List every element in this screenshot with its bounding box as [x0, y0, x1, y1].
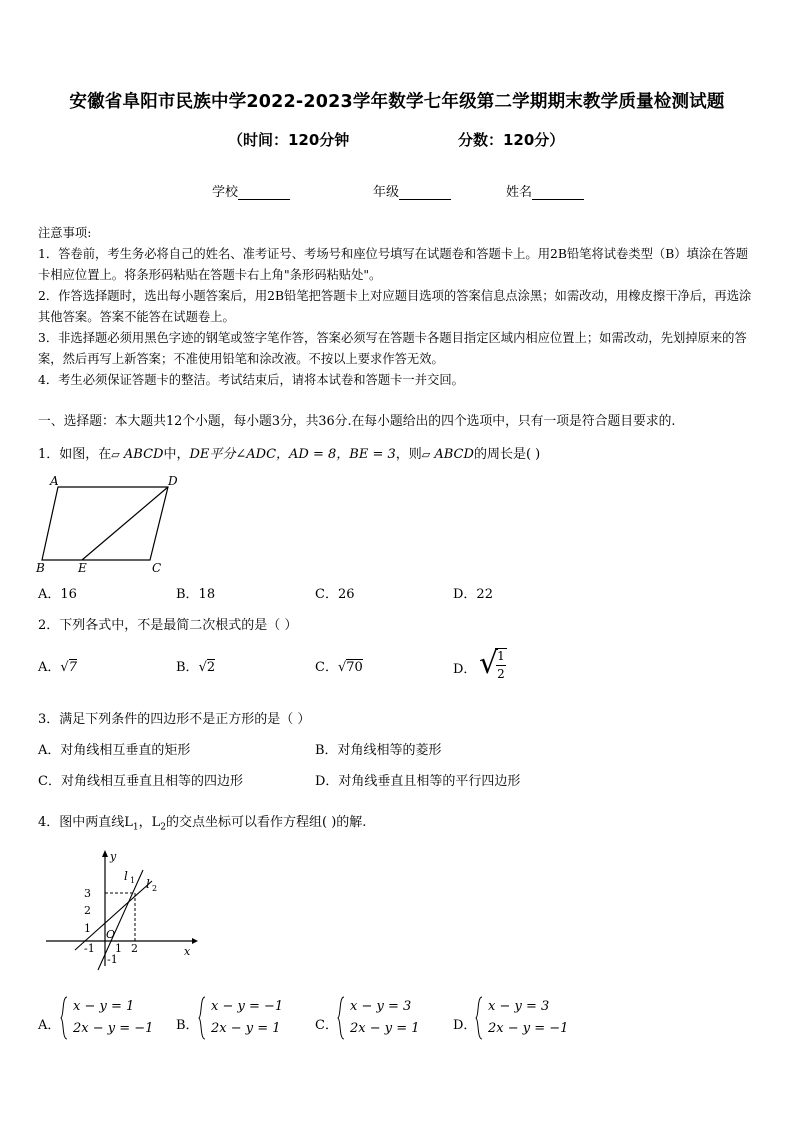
brace-icon — [475, 996, 483, 1040]
question-1 — [38, 443, 540, 462]
option-label: C． — [315, 1018, 338, 1033]
label-a: A — [50, 474, 59, 488]
equation-1: x − y = −1 — [211, 999, 284, 1014]
q1-suffix: 的周长是( ) — [473, 447, 541, 462]
name-blank[interactable] — [532, 186, 584, 200]
parallelogram-shape — [42, 487, 168, 560]
note-item: 2．作答选择题时，选出每小题答案后，用2B铅笔把答题卡上对应题目选项的答案信息点涂黑；如需改动，用橡皮擦干净后，再选涂其他答案。答案不能答在试题卷上。 — [38, 289, 752, 324]
q1-mid: 中， — [163, 447, 190, 462]
parallelogram-icon: ▱ — [421, 448, 431, 461]
note-item: 3．非选择题必须用黑色字迹的钢笔或签字笔作答，答案必须写在答题卡各题目指定区域内相应位置上；如需改动，先划掉原来的答案，然后再写上新答案；不准使用铅笔和涂改液。不按以上要求作答无效。 — [38, 331, 747, 366]
fraction-numerator: 1 — [497, 649, 505, 663]
radicand: 7 — [68, 660, 77, 675]
brace-icon — [198, 996, 206, 1040]
brace-icon — [60, 996, 68, 1040]
label-d: D — [168, 474, 178, 488]
sqrt-icon: √ — [198, 660, 207, 675]
tick-x-neg1: -1 — [84, 942, 95, 955]
q3-option-d[interactable]: D．对角线垂直且相等的平行四边形 — [315, 774, 521, 789]
exam-title: 安徽省阜阳市民族中学2022-2023学年数学七年级第二学期期末教学质量检测试题 — [69, 92, 725, 112]
option-label: D． — [453, 662, 477, 677]
section-heading: 一、选择题：本大题共12个小题，每小题3分，共36分.在每小题给出的四个选项中，只有一项是符合题目要求的. — [38, 414, 676, 429]
segment-de — [82, 487, 168, 560]
label-e: E — [78, 561, 87, 572]
tick-y2: 2 — [84, 904, 91, 917]
q1-option-d[interactable]: D．22 — [453, 587, 493, 602]
radicand: 2 — [206, 660, 216, 675]
equation-2: 2x − y = −1 — [73, 1021, 154, 1036]
equation-2: 2x − y = 1 — [211, 1021, 281, 1036]
exam-score: 分数：120分） — [458, 131, 565, 149]
option-label: A． — [38, 1018, 61, 1033]
sqrt-icon: √ — [60, 660, 69, 675]
label-origin: O — [106, 928, 116, 941]
equation-2: 2x − y = −1 — [488, 1021, 569, 1036]
fraction-denominator: 2 — [497, 667, 505, 681]
x-axis-arrow-icon — [192, 938, 198, 944]
name-label: 姓名 — [506, 185, 533, 200]
y-axis-arrow-icon — [102, 850, 108, 857]
q2-option-b[interactable] — [176, 656, 215, 675]
school-blank[interactable] — [238, 186, 290, 200]
sqrt-icon: √ — [479, 646, 499, 681]
equation-1: x − y = 3 — [350, 999, 412, 1014]
tick-y1: 1 — [84, 922, 91, 935]
question-2: 2．下列各式中，不是最简二次根式的是（ ） — [38, 618, 298, 633]
radicand: 70 — [346, 660, 363, 675]
notes-heading: 注意事项: — [38, 226, 92, 240]
equation-1: x − y = 3 — [488, 999, 550, 1014]
grade-field — [373, 181, 451, 200]
notes-block — [38, 223, 760, 391]
q1-expr: DE平分∠ADC，AD = 8，BE = 3 — [189, 447, 396, 462]
question-4 — [38, 811, 366, 833]
note-item: 1．答卷前，考生务必将自己的姓名、准考证号、考场号和座位号填写在试题卷和答题卡上。用2B铅笔将试卷类型（B）填涂在答题卡相应位置上。将条形码粘贴在答题卡右上角"条形码粘贴处"。 — [38, 247, 749, 282]
q4-sub2: 2 — [160, 822, 167, 833]
grade-blank[interactable] — [399, 186, 451, 200]
q1-parallelogram-figure — [30, 472, 210, 572]
q4-text-a: 4．图中两直线L — [38, 815, 133, 830]
equation-2: 2x − y = 1 — [350, 1021, 420, 1036]
q1-p2: ABCD — [434, 447, 474, 462]
grade-label: 年级 — [373, 185, 400, 200]
q3-option-a[interactable]: A．对角线相互垂直的矩形 — [38, 743, 191, 758]
exam-time: （时间：120分钟 — [228, 131, 350, 149]
label-l1-sub: 1 — [130, 876, 136, 885]
sqrt-icon: √ — [337, 660, 347, 675]
name-field — [506, 181, 584, 200]
q2-option-c[interactable] — [315, 656, 363, 675]
tick-y3: 3 — [84, 887, 91, 900]
label-l2: l — [146, 877, 150, 891]
q1-option-a[interactable]: A．16 — [38, 587, 77, 602]
q4-sub1: 1 — [132, 822, 139, 833]
q4-text-c: 的交点坐标可以看作方程组( )的解. — [166, 815, 367, 830]
school-field — [212, 181, 290, 200]
q4-coordinate-figure — [40, 848, 200, 973]
q4-text-b: ，L — [138, 815, 161, 830]
option-label: C． — [315, 660, 338, 675]
option-label: D． — [453, 1018, 477, 1033]
equation-1: x − y = 1 — [73, 999, 135, 1014]
brace-icon — [337, 996, 345, 1040]
tick-x1: 1 — [115, 942, 122, 955]
q3-option-c[interactable]: C．对角线相互垂直且相等的四边形 — [38, 774, 243, 789]
q2-option-a[interactable] — [38, 656, 77, 675]
option-label: B． — [176, 660, 199, 675]
q1-option-b[interactable]: B．18 — [176, 587, 216, 602]
option-label: A． — [38, 660, 61, 675]
q3-option-b[interactable]: B．对角线相等的菱形 — [315, 743, 442, 758]
q1-mid2: ，则 — [395, 447, 422, 462]
q1-prefix: 1．如图，在 — [38, 447, 112, 462]
label-l1: l — [124, 869, 128, 883]
label-y: y — [110, 850, 117, 863]
tick-y-neg1: -1 — [107, 953, 118, 966]
school-label: 学校 — [212, 185, 239, 200]
label-b: B — [36, 561, 45, 572]
q1-p1: ABCD — [123, 447, 164, 462]
label-c: C — [152, 561, 162, 572]
parallelogram-icon: ▱ — [111, 448, 120, 461]
note-item: 4．考生必须保证答题卡的整洁。考试结束后，请将本试卷和答题卡一并交回。 — [38, 373, 464, 387]
label-x: x — [184, 945, 191, 958]
option-label: B． — [176, 1018, 199, 1033]
label-l2-sub: 2 — [152, 884, 158, 893]
tick-x2: 2 — [131, 942, 138, 955]
q1-option-c[interactable]: C．26 — [315, 587, 355, 602]
question-3: 3．满足下列条件的四边形不是正方形的是（ ） — [38, 712, 311, 727]
